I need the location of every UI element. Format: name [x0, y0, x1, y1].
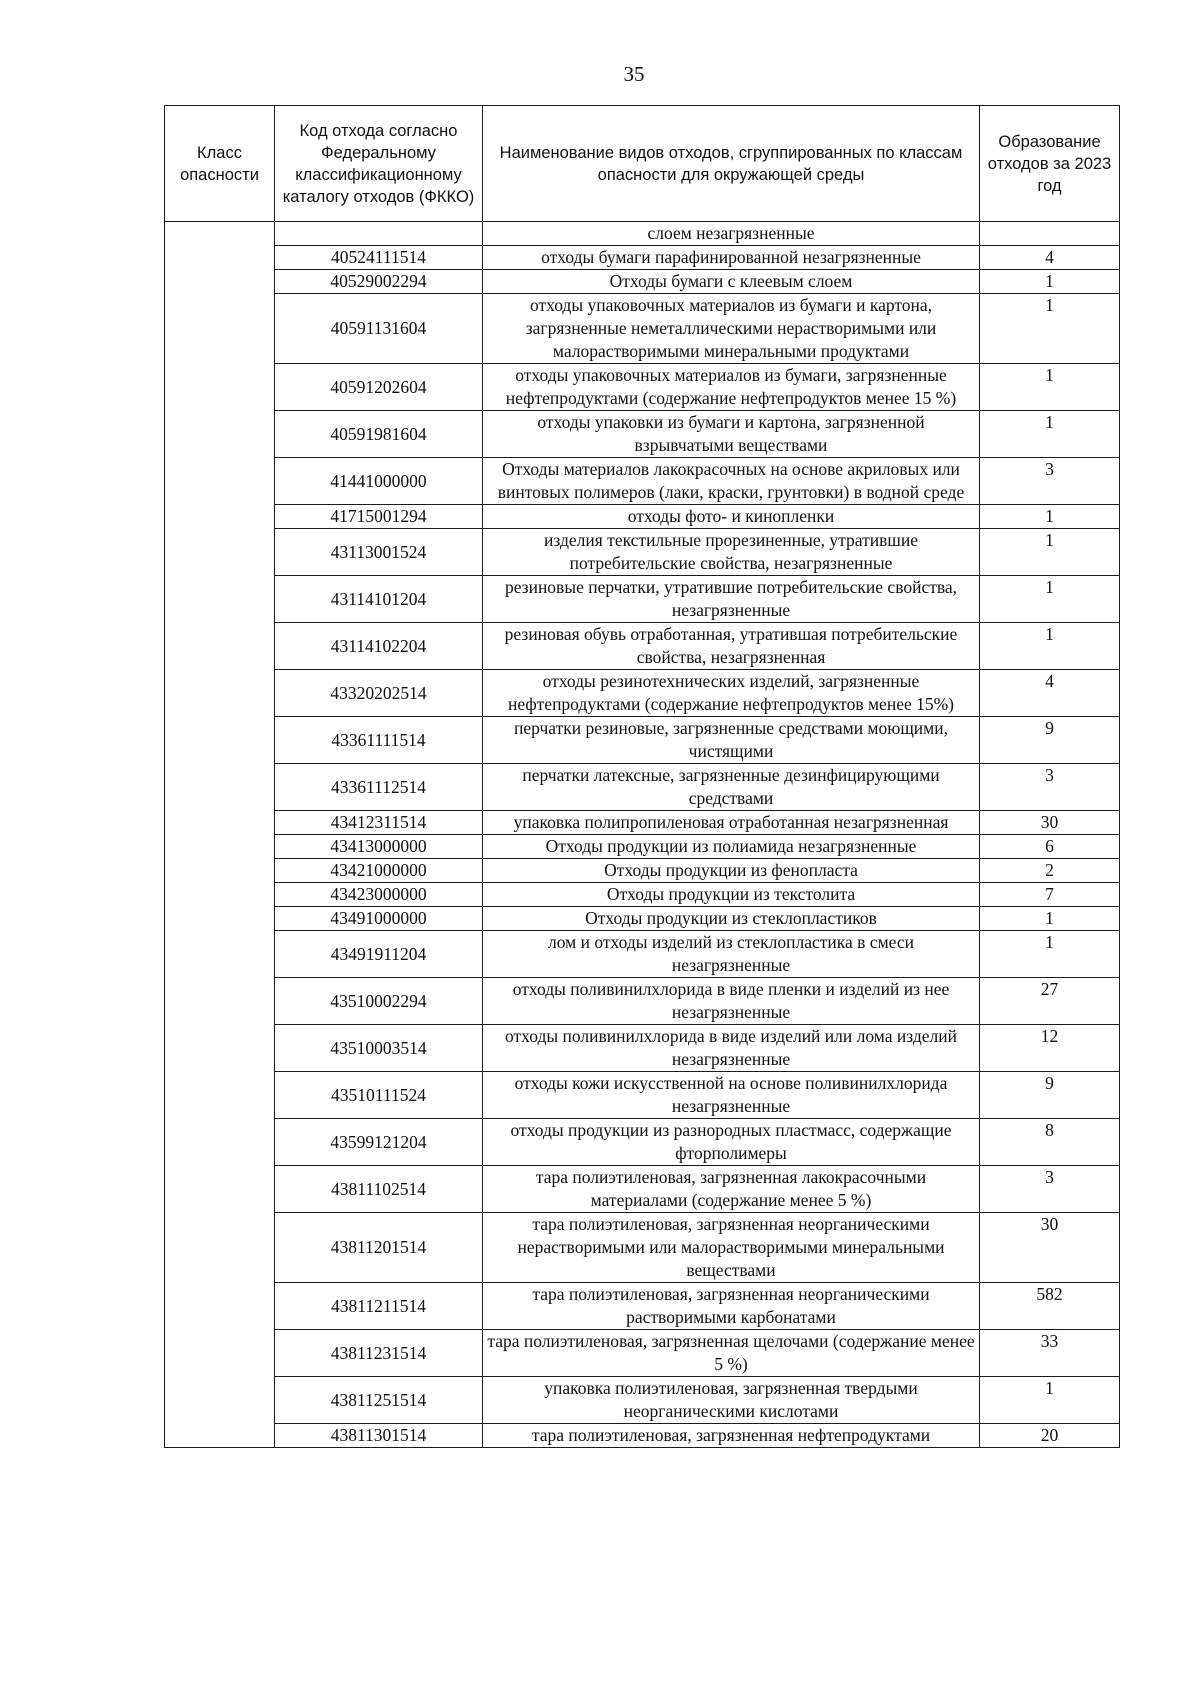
name-cell: отходы фото- и кинопленки — [483, 505, 980, 529]
name-cell: отходы упаковочных материалов из бумаги и картона, загрязненные неметаллическими нерастворимыми или малорастворимыми минеральными продуктами — [483, 294, 980, 364]
code-cell: 40524111514 — [275, 246, 483, 270]
name-cell: перчатки латексные, загрязненные дезинфицирующими средствами — [483, 764, 980, 811]
header-amount: Образование отходов за 2023 год — [980, 106, 1120, 222]
amount-cell: 1 — [980, 576, 1120, 623]
name-cell: упаковка полипропиленовая отработанная незагрязненная — [483, 811, 980, 835]
code-cell: 43510002294 — [275, 978, 483, 1025]
table-row — [165, 505, 1120, 529]
name-cell: тара полиэтиленовая, загрязненная нефтепродуктами — [483, 1424, 980, 1448]
code-cell: 43510111524 — [275, 1072, 483, 1119]
code-cell: 43423000000 — [275, 883, 483, 907]
amount-cell: 7 — [980, 883, 1120, 907]
code-cell: 43421000000 — [275, 859, 483, 883]
name-cell: Отходы продукции из полиамида незагрязненные — [483, 835, 980, 859]
amount-cell: 1 — [980, 505, 1120, 529]
page-number: 35 — [623, 62, 645, 86]
header-class: Класс опасности — [165, 106, 275, 222]
table-row — [165, 1377, 1120, 1424]
code-cell: 43811231514 — [275, 1330, 483, 1377]
code-cell: 43412311514 — [275, 811, 483, 835]
amount-cell: 582 — [980, 1283, 1120, 1330]
amount-cell: 9 — [980, 1072, 1120, 1119]
table-row — [165, 670, 1120, 717]
amount-cell: 1 — [980, 294, 1120, 364]
code-cell: 43811301514 — [275, 1424, 483, 1448]
table-row — [165, 859, 1120, 883]
code-cell: 41715001294 — [275, 505, 483, 529]
code-cell: 43113001524 — [275, 529, 483, 576]
amount-cell: 3 — [980, 1166, 1120, 1213]
table-row — [165, 294, 1120, 364]
amount-cell: 6 — [980, 835, 1120, 859]
code-cell: 43811251514 — [275, 1377, 483, 1424]
name-cell: отходы резинотехнических изделий, загрязненные нефтепродуктами (содержание нефтепродуктов менее 15%) — [483, 670, 980, 717]
table-row — [165, 978, 1120, 1025]
amount-cell: 9 — [980, 717, 1120, 764]
code-cell: 43491911204 — [275, 931, 483, 978]
code-cell: 40591981604 — [275, 411, 483, 458]
name-cell: упаковка полиэтиленовая, загрязненная твердыми неорганическими кислотами — [483, 1377, 980, 1424]
table-row — [165, 623, 1120, 670]
table-row — [165, 1330, 1120, 1377]
name-cell: Отходы бумаги с клеевым слоем — [483, 270, 980, 294]
name-cell: изделия текстильные прорезиненные, утратившие потребительские свойства, незагрязненные — [483, 529, 980, 576]
name-cell: Отходы продукции из текстолита — [483, 883, 980, 907]
table-header-row — [165, 106, 1120, 222]
amount-cell: 3 — [980, 458, 1120, 505]
name-cell: Отходы продукции из фенопласта — [483, 859, 980, 883]
table-row — [165, 883, 1120, 907]
table-row — [165, 907, 1120, 931]
amount-cell: 8 — [980, 1119, 1120, 1166]
amount-cell: 1 — [980, 529, 1120, 576]
class-cell — [165, 222, 275, 1448]
code-cell: 43413000000 — [275, 835, 483, 859]
amount-cell: 4 — [980, 670, 1120, 717]
code-cell: 43361111514 — [275, 717, 483, 764]
table-row — [165, 1213, 1120, 1283]
table-row — [165, 811, 1120, 835]
table-row — [165, 576, 1120, 623]
name-cell: тара полиэтиленовая, загрязненная неорганическими растворимыми карбонатами — [483, 1283, 980, 1330]
amount-cell: 1 — [980, 364, 1120, 411]
code-cell: 43811211514 — [275, 1283, 483, 1330]
name-cell: лом и отходы изделий из стеклопластика в смеси незагрязненные — [483, 931, 980, 978]
amount-cell: 4 — [980, 246, 1120, 270]
name-cell: тара полиэтиленовая, загрязненная лакокрасочными материалами (содержание менее 5 %) — [483, 1166, 980, 1213]
name-cell: резиновая обувь отработанная, утратившая потребительские свойства, незагрязненная — [483, 623, 980, 670]
code-cell: 41441000000 — [275, 458, 483, 505]
table-row — [165, 364, 1120, 411]
name-cell: резиновые перчатки, утратившие потребительские свойства, незагрязненные — [483, 576, 980, 623]
table-row — [165, 411, 1120, 458]
table-row — [165, 458, 1120, 505]
table-row — [165, 270, 1120, 294]
code-cell: 43491000000 — [275, 907, 483, 931]
name-cell: Отходы материалов лакокрасочных на основе акриловых или винтовых полимеров (лаки, краски, грунтовки) в водной среде — [483, 458, 980, 505]
header-code: Код отхода согласно Федеральному классификационному каталогу отходов (ФККО) — [275, 106, 483, 222]
code-cell: 40591131604 — [275, 294, 483, 364]
table-row — [165, 835, 1120, 859]
table-row — [165, 1072, 1120, 1119]
amount-cell: 27 — [980, 978, 1120, 1025]
code-cell: 43599121204 — [275, 1119, 483, 1166]
table-row — [165, 717, 1120, 764]
table-row — [165, 1283, 1120, 1330]
amount-cell: 3 — [980, 764, 1120, 811]
code-cell: 40591202604 — [275, 364, 483, 411]
code-cell: 43114102204 — [275, 623, 483, 670]
code-cell: 43361112514 — [275, 764, 483, 811]
amount-cell — [980, 222, 1120, 246]
name-cell: отходы поливинилхлорида в виде изделий или лома изделий незагрязненные — [483, 1025, 980, 1072]
name-cell: Отходы продукции из стеклопластиков — [483, 907, 980, 931]
amount-cell: 1 — [980, 270, 1120, 294]
amount-cell: 1 — [980, 1377, 1120, 1424]
table-row — [165, 1424, 1120, 1448]
name-cell: отходы бумаги парафинированной незагрязненные — [483, 246, 980, 270]
table-row — [165, 529, 1120, 576]
code-cell: 43114101204 — [275, 576, 483, 623]
code-cell: 43811201514 — [275, 1213, 483, 1283]
name-cell: отходы поливинилхлорида в виде пленки и изделий из нее незагрязненные — [483, 978, 980, 1025]
name-cell: отходы кожи искусственной на основе поливинилхлорида незагрязненные — [483, 1072, 980, 1119]
table-row — [165, 222, 1120, 246]
code-cell: 40529002294 — [275, 270, 483, 294]
name-cell: тара полиэтиленовая, загрязненная щелочами (содержание менее 5 %) — [483, 1330, 980, 1377]
table-row — [165, 1166, 1120, 1213]
amount-cell: 20 — [980, 1424, 1120, 1448]
table-row — [165, 931, 1120, 978]
amount-cell: 1 — [980, 623, 1120, 670]
code-cell: 43320202514 — [275, 670, 483, 717]
amount-cell: 30 — [980, 811, 1120, 835]
amount-cell: 1 — [980, 931, 1120, 978]
amount-cell: 30 — [980, 1213, 1120, 1283]
code-cell — [275, 222, 483, 246]
name-cell: слоем незагрязненные — [483, 222, 980, 246]
table-body — [165, 222, 1120, 1448]
name-cell: отходы упаковки из бумаги и картона, загрязненной взрывчатыми веществами — [483, 411, 980, 458]
code-cell: 43811102514 — [275, 1166, 483, 1213]
name-cell: тара полиэтиленовая, загрязненная неорганическими нерастворимыми или малорастворимыми минеральными веществами — [483, 1213, 980, 1283]
amount-cell: 2 — [980, 859, 1120, 883]
code-cell: 43510003514 — [275, 1025, 483, 1072]
amount-cell: 1 — [980, 411, 1120, 458]
table-row — [165, 1025, 1120, 1072]
table-row — [165, 764, 1120, 811]
table-row — [165, 1119, 1120, 1166]
amount-cell: 33 — [980, 1330, 1120, 1377]
header-name: Наименование видов отходов, сгруппированных по классам опасности для окружающей среды — [483, 106, 980, 222]
name-cell: перчатки резиновые, загрязненные средствами моющими, чистящими — [483, 717, 980, 764]
amount-cell: 12 — [980, 1025, 1120, 1072]
table-row — [165, 246, 1120, 270]
amount-cell: 1 — [980, 907, 1120, 931]
name-cell: отходы упаковочных материалов из бумаги, загрязненные нефтепродуктами (содержание нефтепродуктов менее 15 %) — [483, 364, 980, 411]
name-cell: отходы продукции из разнородных пластмасс, содержащие фторполимеры — [483, 1119, 980, 1166]
waste-table — [164, 105, 1120, 1448]
